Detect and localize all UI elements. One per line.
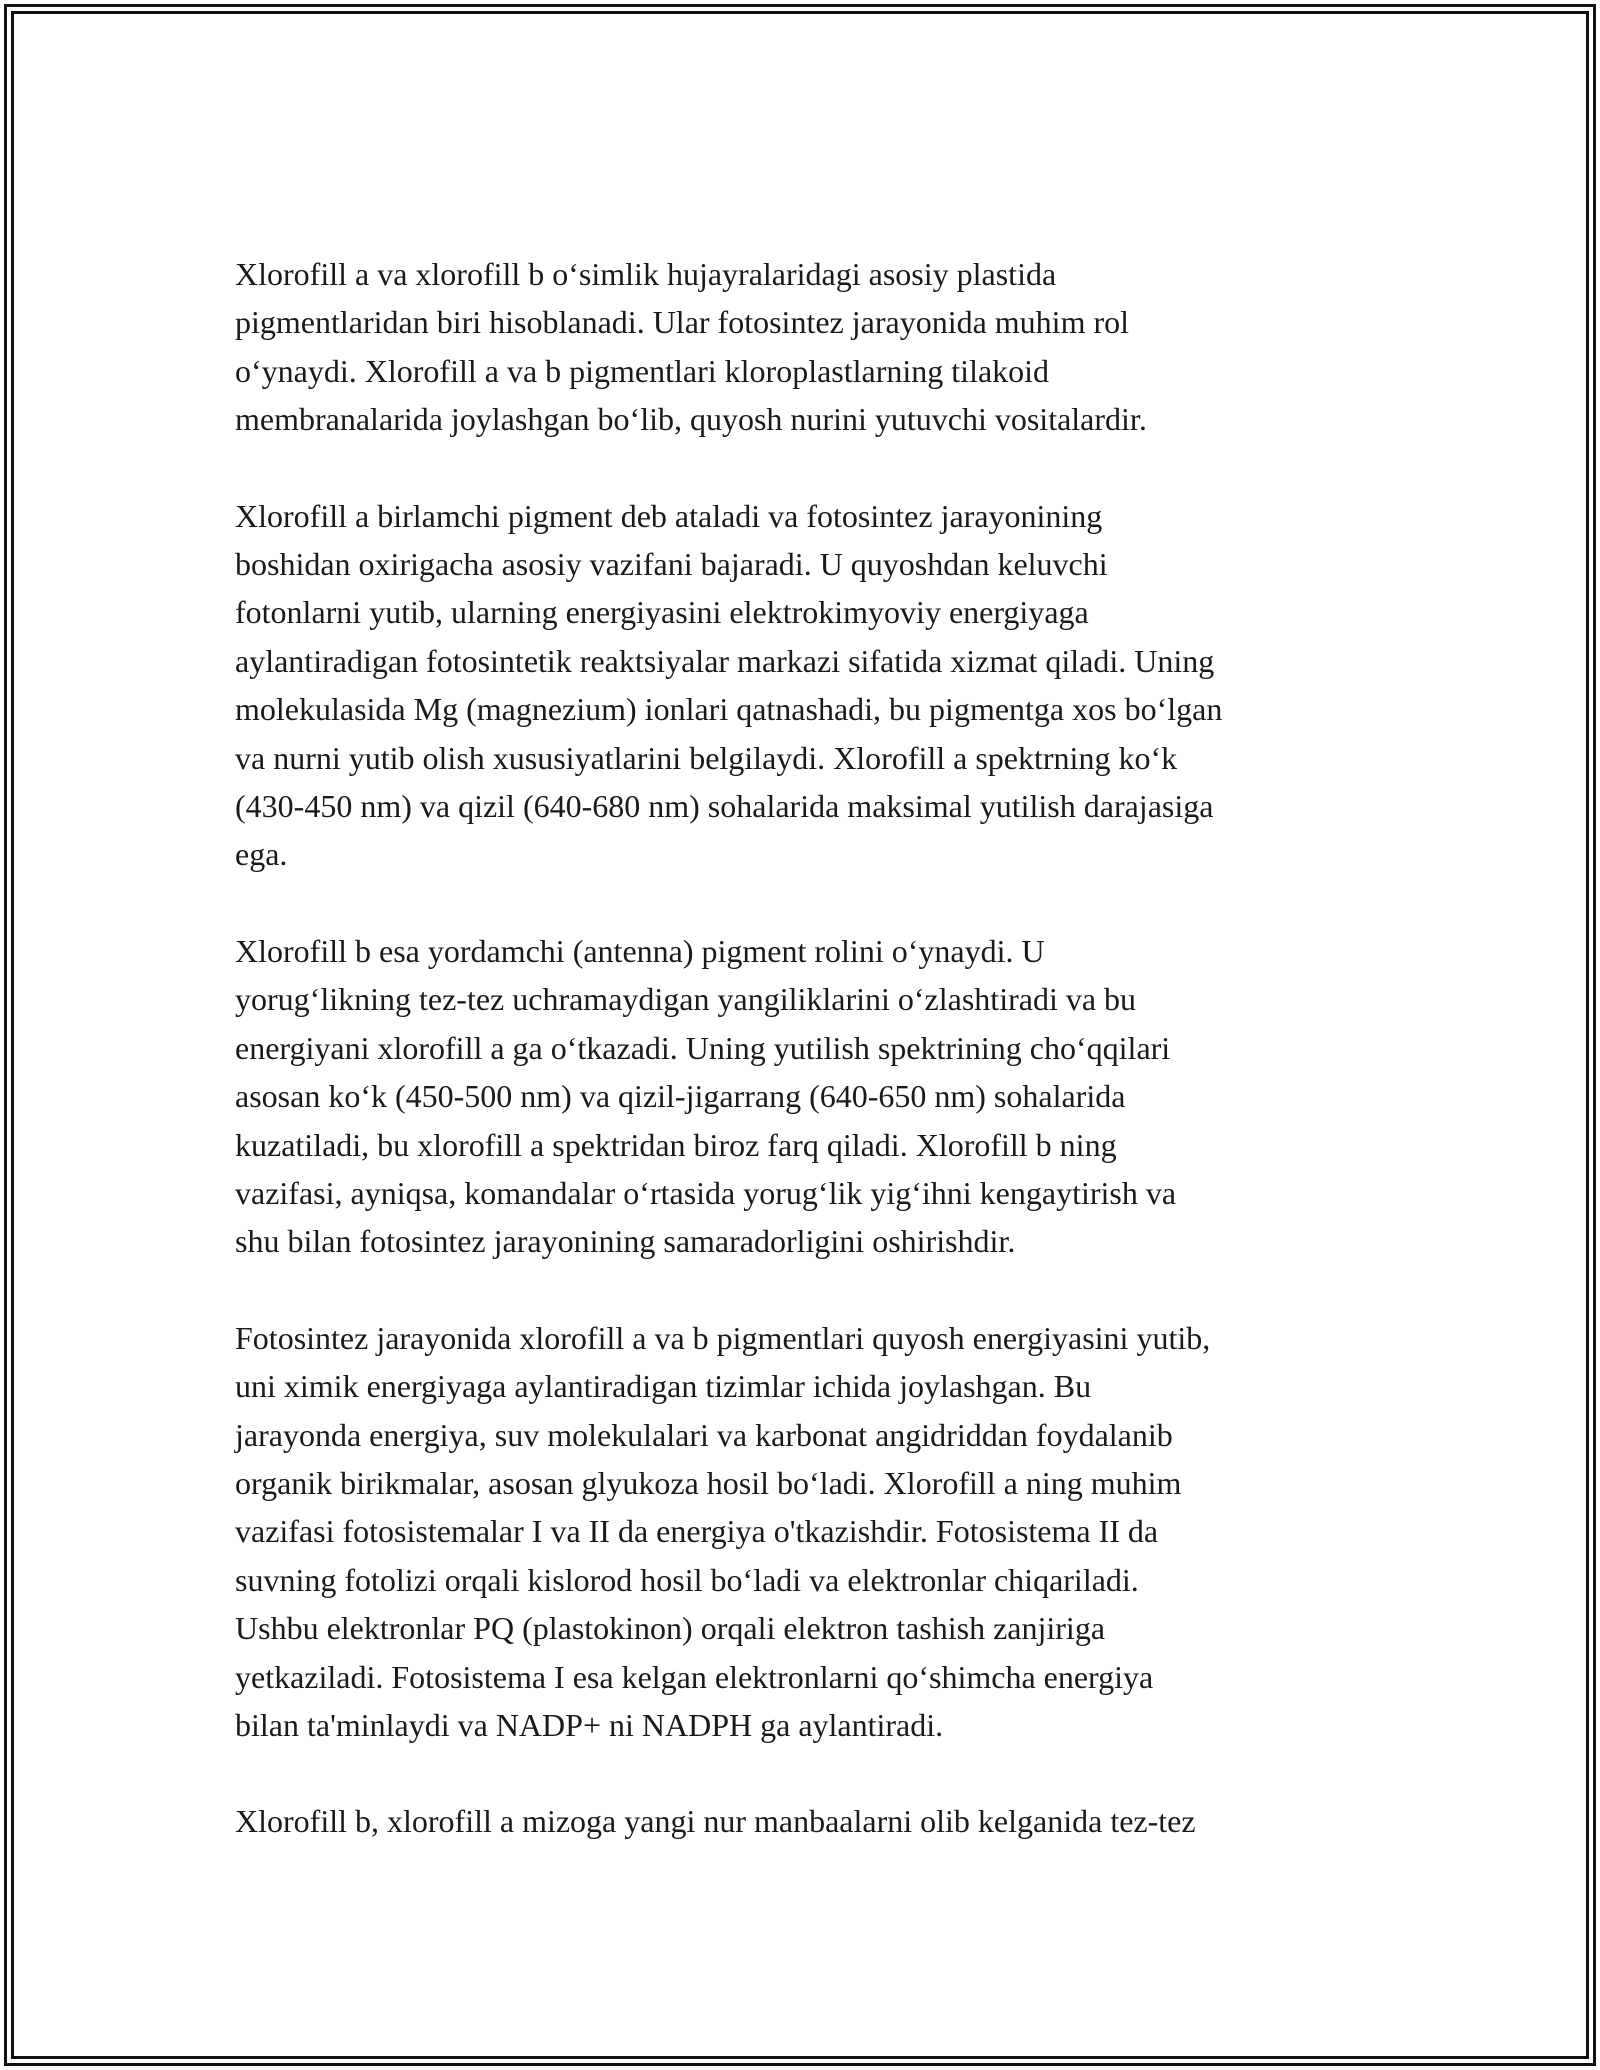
paragraph-3: Xlorofill b esa yordamchi (antenna) pigment rolini o‘ynaydi. U yorug‘likning tez-tez uchramaydigan yangiliklarini o‘zlashtiradi va bu energiyani xlorofill a ga o‘tkazadi. Uning yutilish spektrining cho‘qqilari asosan ko‘k (450-500 nm) va qizil-jigarrang (640-650 nm) sohalarida kuzatiladi, bu xlorofill a spektridan biroz farq qiladi. Xlorofill b ning vazifasi, ayniqsa, komandalar o‘rtasida yorug‘lik yig‘ihni kengaytirish va shu bilan fotosintez jarayonining samaradorligini oshirishdir. <box>235 932 1177 1260</box>
paragraph-2: Xlorofill a birlamchi pigment deb ataladi va fotosintez jarayonining boshidan oxirigacha asosiy vazifani bajaradi. U quyoshdan keluvchi fotonlarni yutib, ularning energiyasini elektrokimyoviy energiyaga aylantiradigan fotosintetik reaktsiyalar markazi sifatida xizmat qiladi. Uning molekulasida Mg (magnezium) ionlari qatnashadi, bu pigmentga xos bo‘lgan va nurni yutib olish xususiyatlarini belgilaydi. Xlorofill a spektrning ko‘k (430-450 nm) va qizil (640-680 nm) sohalarida maksimal yutilish darajasiga ega. <box>235 497 1223 873</box>
paragraph-4: Fotosintez jarayonida xlorofill a va b pigmentlari quyosh energiyasini yutib, uni ximik energiyaga aylantiradigan tizimlar ichida joylashgan. Bu jarayonda energiya, suv molekulalari va karbonat angidriddan foydalanib organik birikmalar, asosan glyukoza hosil bo‘ladi. Xlorofill a ning muhim vazifasi fotosistemalar I va II da energiya o'tkazishdir. Fotosistema II da suvning fotolizi orqali kislorod hosil bo‘ladi va elektronlar chiqariladi. Ushbu elektronlar PQ (plastokinon) orqali elektron tashish zanjiriga yetkaziladi. Fotosistema I esa kelgan elektronlarni qo‘shimcha energiya bilan ta'minlaydi va NADP+ ni NADPH ga aylantiradi. <box>235 1319 1211 1743</box>
paragraph-5: Xlorofill b, xlorofill a mizoga yangi nur manbaalarni olib kelganida tez-tez <box>235 1803 1196 1840</box>
paragraph-1: Xlorofill a va xlorofill b o‘simlik hujayralaridagi asosiy plastida pigmentlaridan biri hisoblanadi. Ular fotosintez jarayonida muhim rol o‘ynaydi. Xlorofill a va b pigmentlari kloroplastlarning tilakoid membranalarida joylashgan bo‘lib, quyosh nurini yutuvchi vositalardir. <box>235 256 1147 438</box>
document-body <box>235 250 1375 1894</box>
